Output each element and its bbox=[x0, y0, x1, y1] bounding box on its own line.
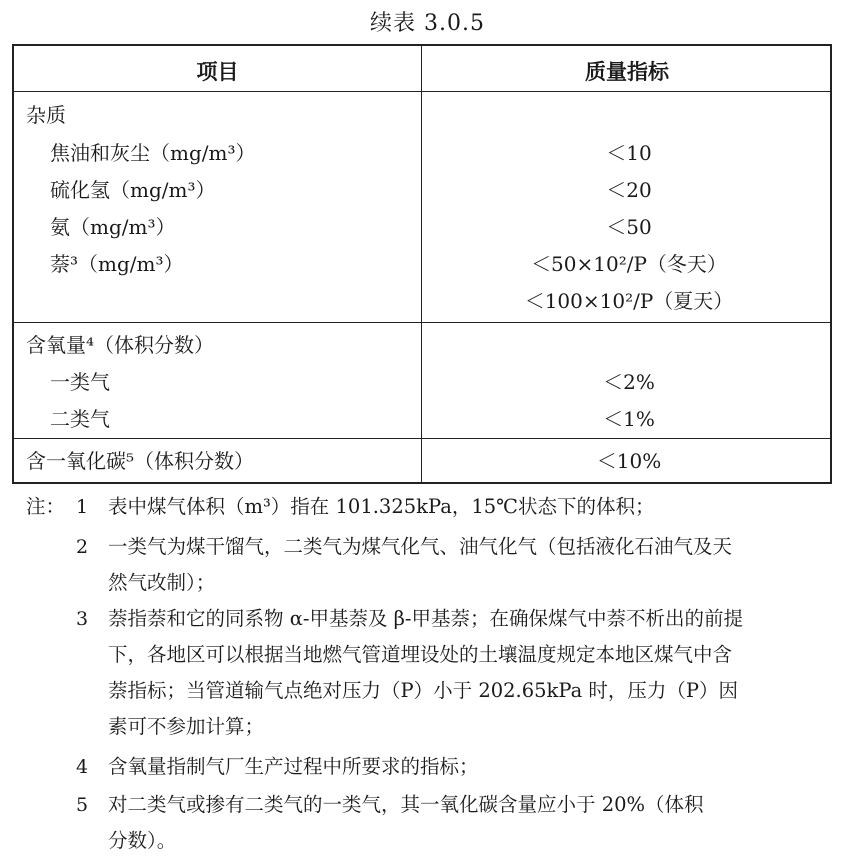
row-naphthalene: 萘³（mg/m³） bbox=[50, 252, 184, 276]
table-caption: 续表 3.0.5 bbox=[370, 11, 485, 36]
value-class1-gas: ＜2% bbox=[603, 370, 655, 394]
note-1-line-1: 表中煤气体积（m³）指在 101.325kPa，15℃状态下的体积； bbox=[108, 495, 655, 518]
quality-table bbox=[12, 44, 832, 484]
note-3-line-3: 萘指标；当管道输气点绝对压力（P）小于 202.65kPa 时，压力（P）因 bbox=[108, 679, 739, 702]
group-divider-1 bbox=[14, 322, 830, 323]
note-number: 1 bbox=[76, 496, 89, 518]
note-number: 3 bbox=[76, 608, 89, 630]
note-5-line-2: 分数）。 bbox=[108, 829, 177, 852]
row-co: 含一氧化碳⁵（体积分数） bbox=[26, 449, 255, 473]
value-co: ＜10% bbox=[596, 449, 662, 473]
note-2-line-2: 然气改制）； bbox=[108, 571, 216, 594]
note-number: 5 bbox=[76, 794, 89, 816]
row-tar-dust: 焦油和灰尘（mg/m³） bbox=[50, 141, 256, 165]
row-ammonia: 氨（mg/m³） bbox=[50, 215, 176, 239]
notes-prefix: 注： bbox=[26, 495, 66, 518]
value-tar-dust: ＜10 bbox=[606, 141, 652, 165]
value-naphthalene-winter: ＜50×10²/P（冬天） bbox=[531, 252, 727, 276]
note-4-line-1: 含氧量指制气厂生产过程中所要求的指标； bbox=[108, 755, 479, 778]
row-oxygen: 含氧量⁴（体积分数） bbox=[26, 333, 215, 357]
row-h2s: 硫化氢（mg/m³） bbox=[50, 178, 216, 202]
group-divider-2 bbox=[14, 438, 830, 439]
note-5-line-1: 对二类气或掺有二类气的一类气，其一氧化碳含量应小于 20%（体积 bbox=[108, 793, 704, 816]
row-class1-gas: 一类气 bbox=[50, 370, 110, 394]
value-naphthalene-summer: ＜100×10²/P（夏天） bbox=[524, 289, 734, 313]
column-divider bbox=[421, 46, 422, 482]
note-3-line-2: 下，各地区可以根据当地燃气管道埋设处的土壤温度规定本地区煤气中含 bbox=[108, 643, 733, 666]
value-h2s: ＜20 bbox=[606, 178, 652, 202]
row-impurities: 杂质 bbox=[26, 103, 66, 127]
note-3-line-1: 萘指萘和它的同系物 α-甲基萘及 β-甲基萘；在确保煤气中萘不析出的前提 bbox=[108, 607, 744, 630]
note-3-line-4: 素可不参加计算； bbox=[108, 715, 265, 738]
value-class2-gas: ＜1% bbox=[603, 407, 655, 431]
note-number: 4 bbox=[76, 756, 89, 778]
note-number: 2 bbox=[76, 536, 89, 558]
header-item: 项目 bbox=[196, 59, 239, 84]
value-ammonia: ＜50 bbox=[606, 215, 652, 239]
header-divider bbox=[14, 91, 830, 92]
header-value: 质量指标 bbox=[585, 59, 669, 84]
note-2-line-1: 一类气为煤干馏气，二类气为煤气化气、油气化气（包括液化石油气及天 bbox=[108, 535, 733, 558]
row-class2-gas: 二类气 bbox=[50, 407, 110, 431]
